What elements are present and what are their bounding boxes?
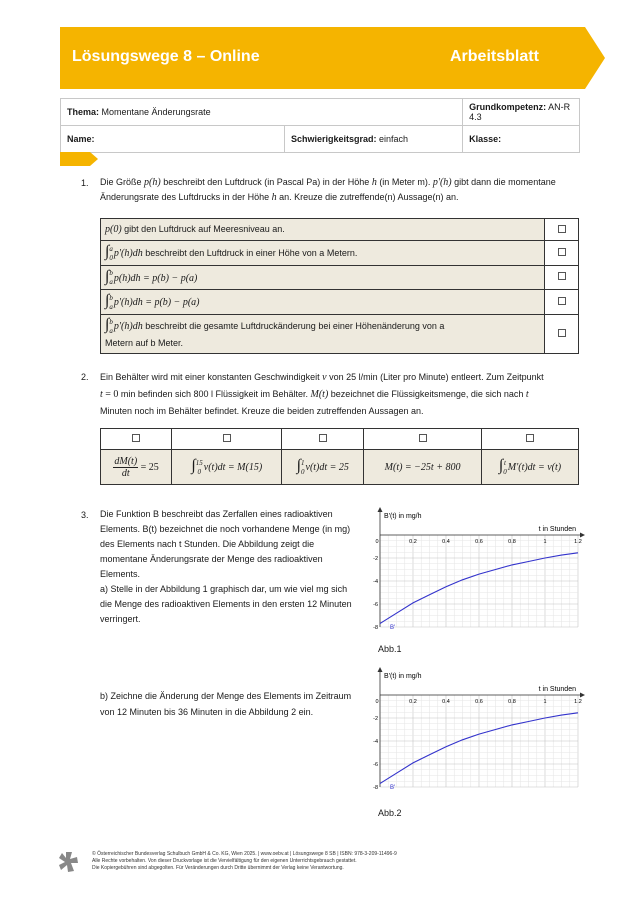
- y-axis-label: B'(t) in mg/h: [384, 673, 422, 680]
- worksheet-label: Arbeitsblatt: [450, 48, 539, 65]
- q1-checkbox-5[interactable]: [545, 314, 579, 353]
- x-tick-label: 0.8: [508, 699, 516, 705]
- publisher-logo-icon: [58, 850, 80, 874]
- q2-options-table: [100, 428, 579, 485]
- x-tick-label: 0.8: [508, 539, 516, 545]
- q3b-text: b) Zeichne die Änderung der Menge des Elements im Zeitraum von 12 Minuten bis 36 Minuten in die Abbildung 2 ein.: [100, 691, 352, 717]
- q1-option-3: ∫ b a p(h)dh = p(b) − p(a): [101, 265, 545, 290]
- y-tick-label: -8: [373, 785, 378, 791]
- q2-option-1: $\frac{dM(t)}{dt}$ = 25: [101, 450, 172, 485]
- x-axis-label: t in Stunden: [538, 526, 576, 533]
- info-table: [60, 98, 580, 153]
- y-tick-label: -4: [373, 579, 378, 585]
- y-tick-label: -6: [373, 602, 378, 608]
- q2-checkbox-4[interactable]: [364, 429, 482, 450]
- y-tick-label: -2: [373, 556, 378, 562]
- q2-number: 2.: [81, 372, 89, 382]
- x-tick-label: 1.2: [574, 539, 582, 545]
- x-tick-label: 0: [375, 699, 379, 705]
- q1-option-5: ∫ b a p'(h)dh beschreibt die gesamte Luftdruckänderung bei einer Höhenänderung von a Metern auf b Meter.: [101, 314, 545, 353]
- q2-option-3: ∫ 1 0 v(t)dt = 25: [282, 450, 364, 485]
- abb2-caption: Abb.2: [378, 808, 402, 818]
- section-arrow: [60, 152, 98, 166]
- q1-text: Die Größe p(h) beschreibt den Luftdruck (in Pascal Pa) in der Höhe h (in Meter m). p'(h) gibt dann die momentane Änderungsrate des Luftdrucks in der Höhe h an. Kreuze die zutreffende(n) Aussage(n) an.: [100, 177, 556, 203]
- x-tick-label: 1: [543, 699, 547, 705]
- abb1-chart[interactable]: [370, 505, 585, 635]
- q1-checkbox-2[interactable]: [545, 241, 579, 266]
- y-axis-arrow: [378, 507, 383, 512]
- q1-option-4: ∫ b a p'(h)dh = p(b) − p(a): [101, 290, 545, 315]
- y-tick-label: -8: [373, 625, 378, 631]
- q2-checkbox-1[interactable]: [101, 429, 172, 450]
- name-cell[interactable]: Name:: [61, 126, 285, 153]
- x-tick-label: 0.4: [442, 539, 450, 545]
- q2-checkbox-2[interactable]: [172, 429, 282, 450]
- y-axis-arrow: [378, 667, 383, 672]
- q3-text: Die Funktion B beschreibt das Zerfallen eines radioaktiven Elements. B(t) bezeichnet die noch vorhandene Menge (in mg) des Elements nach t Stunden. Die Abbildung zeigt die momentane Änderungsrate der Menge des radioaktiven Elements. a) Stelle in der Abbildung 1 graphisch dar, um wie viel mg sich die Menge des radioaktiven Elements in den ersten 12 Minuten verringert.: [100, 509, 352, 624]
- x-tick-label: 0.2: [409, 539, 417, 545]
- q1-number: 1.: [81, 178, 89, 188]
- y-axis-label: B'(t) in mg/h: [384, 513, 422, 520]
- x-tick-label: 0.2: [409, 699, 417, 705]
- y-tick-label: -4: [373, 739, 378, 745]
- x-tick-label: 1.2: [574, 699, 582, 705]
- x-tick-label: 1: [543, 539, 547, 545]
- class-cell[interactable]: Klasse:: [463, 126, 580, 153]
- difficulty-cell: Schwierigkeitsgrad: einfach: [285, 126, 463, 153]
- x-axis-arrow: [580, 533, 585, 538]
- x-axis-label: t in Stunden: [538, 686, 576, 693]
- x-axis-arrow: [580, 693, 585, 698]
- series-label: B': [390, 785, 396, 791]
- y-tick-label: -6: [373, 762, 378, 768]
- q1-checkbox-1[interactable]: [545, 219, 579, 241]
- x-tick-label: 0.6: [475, 699, 483, 705]
- x-tick-label: 0.6: [475, 539, 483, 545]
- q2-checkbox-3[interactable]: [282, 429, 364, 450]
- q1-option-1: p(0) gibt den Luftdruck auf Meeresniveau an.: [101, 219, 545, 241]
- thema-cell: Thema: Momentane Änderungsrate: [61, 99, 463, 126]
- footer-text: © Österreichischer Bundesverlag Schulbuch GmbH & Co. KG, Wien 2025. | www.oebv.at | Lösungswege 8 SB | ISBN: 978-3-209-11496-9 Alle Rechte vorbehalten. Von dieser Druckvorlage ist die Vervielfältigung für den eigenen Unterrichtsgebrauch gestattet. Die Kopiergebühren sind abgegolten. Für Veränderungen durch Dritte übernimmt der Verlag keine Verantwortung.: [92, 851, 397, 871]
- q2-option-2: ∫ 15 0 v(t)dt = M(15): [172, 450, 282, 485]
- y-tick-label: -2: [373, 716, 378, 722]
- q1-checkbox-4[interactable]: [545, 290, 579, 315]
- q3-number: 3.: [81, 510, 89, 520]
- publisher-title: Lösungswege 8 – Online: [72, 48, 260, 65]
- q1-checkbox-3[interactable]: [545, 265, 579, 290]
- abb2-chart[interactable]: [370, 665, 585, 795]
- abb1-caption: Abb.1: [378, 644, 402, 654]
- x-tick-label: 0: [375, 539, 379, 545]
- kompetenz-cell: Grundkompetenz: AN-R 4.3: [463, 99, 580, 126]
- q1-option-2: ∫ a 0 p'(h)dh beschreibt den Luftdruck in einer Höhe von a Metern.: [101, 241, 545, 266]
- q2-option-5: ∫ t 0 M'(t)dt = v(t): [481, 450, 578, 485]
- series-label: B': [390, 625, 396, 631]
- q2-checkbox-5[interactable]: [481, 429, 578, 450]
- q2-text: Ein Behälter wird mit einer konstanten Geschwindigkeit v von 25 l/min (Liter pro Minute) entleert. Zum Zeitpunkt t = 0 min befinden sich 800 l Flüssigkeit im Behälter. M(t) bezeichnet die Flüssigkeitsmenge, die sich nach t Minuten noch im Behälter befindet. Kreuze die beiden zutreffenden Aussagen an.: [100, 372, 544, 416]
- x-tick-label: 0.4: [442, 699, 450, 705]
- q1-options-table: [100, 218, 579, 354]
- q2-option-4: M(t) = −25t + 800: [364, 450, 482, 485]
